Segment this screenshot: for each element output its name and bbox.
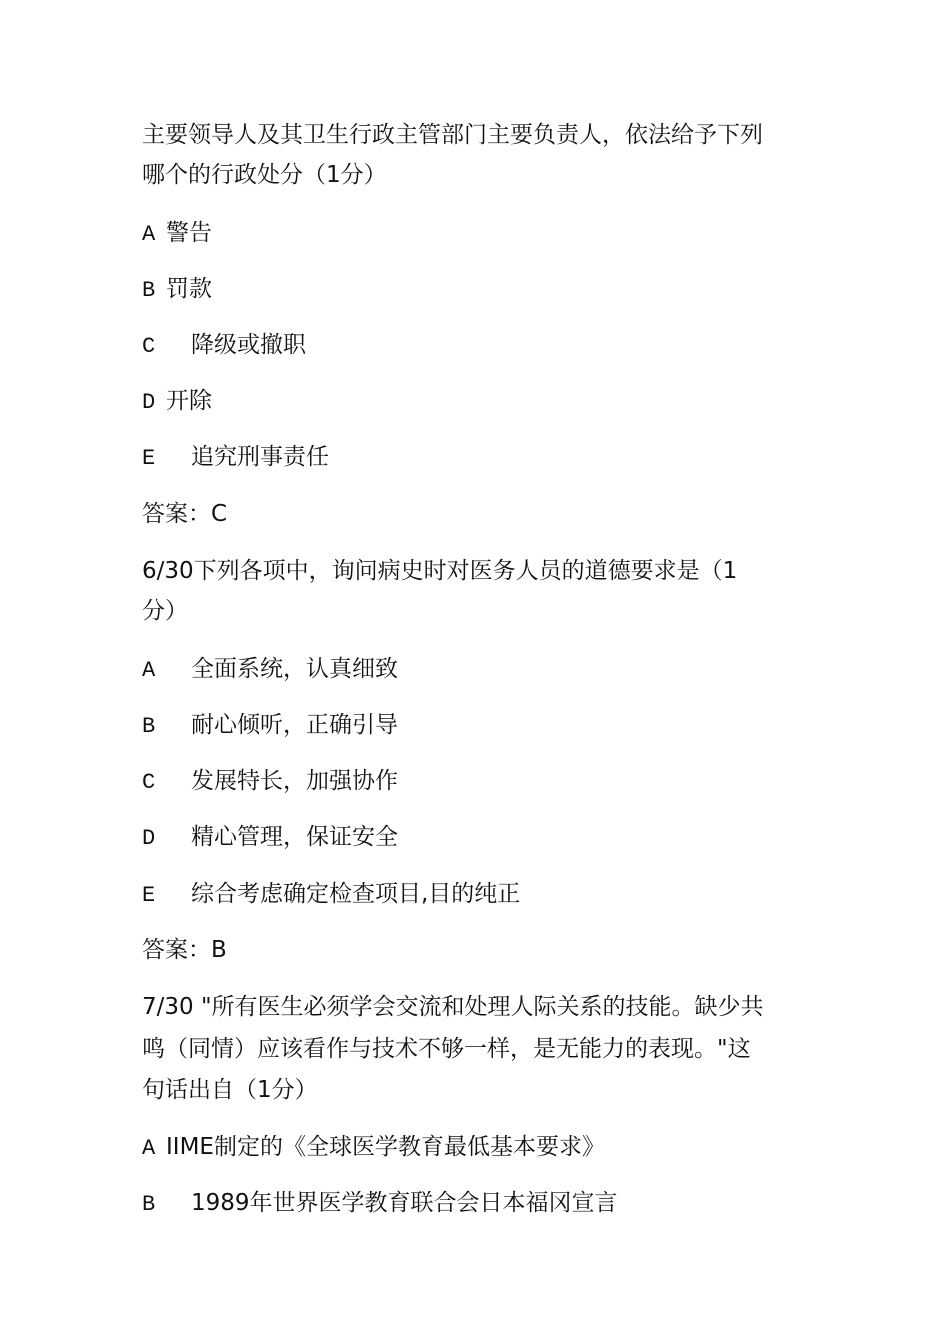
option-text: 精心管理，保证安全 (191, 824, 398, 850)
q5-option-b (142, 273, 212, 305)
option-letter: B (142, 1192, 156, 1217)
q6-option-c (142, 765, 398, 797)
q7-option-b (142, 1187, 618, 1219)
option-text: 耐心倾听，正确引导 (191, 712, 398, 738)
q6-option-b (142, 709, 398, 741)
option-text: 降级或撤职 (191, 332, 306, 358)
q6-answer: 答案：B (142, 937, 227, 963)
q5-option-c (142, 329, 306, 361)
option-text: 罚款 (166, 276, 212, 302)
option-letter: E (142, 883, 156, 908)
q7-stem-line-3: 句话出自（1分） (142, 1077, 318, 1103)
q7-option-a (142, 1131, 605, 1163)
q5-stem-line-1: 主要领导人及其卫生行政主管部门主要负责人，依法给予下列 (142, 122, 763, 148)
option-letter: A (142, 222, 156, 247)
q5-option-a (142, 217, 212, 249)
option-letter: D (142, 826, 156, 851)
q7-stem-line-1: 7/30 "所有医生必须学会交流和处理人际关系的技能。缺少共 (142, 994, 764, 1020)
q5-option-e (142, 441, 329, 473)
option-letter: A (142, 658, 156, 683)
option-letter: B (142, 714, 156, 739)
option-text: 追究刑事责任 (191, 444, 329, 470)
option-text: 1989年世界医学教育联合会日本福冈宣言 (191, 1190, 618, 1216)
q6-option-e (142, 878, 520, 910)
q5-stem-line-2: 哪个的行政处分（1分） (142, 162, 387, 188)
option-text: 全面系统，认真细致 (191, 656, 398, 682)
option-letter: D (142, 390, 156, 415)
option-letter: E (142, 446, 156, 471)
q6-stem-line-1: 6/30下列各项中，询问病史时对医务人员的道德要求是（1 (142, 558, 738, 584)
option-text: 发展特长，加强协作 (191, 768, 398, 794)
q6-option-a (142, 653, 398, 685)
option-letter: A (142, 1136, 156, 1161)
q7-stem-line-2: 鸣（同情）应该看作与技术不够一样，是无能力的表现。"这 (142, 1036, 751, 1062)
option-text: 警告 (166, 220, 212, 246)
option-letter: C (142, 770, 156, 795)
option-text: 开除 (166, 388, 212, 414)
q5-option-d (142, 385, 212, 417)
option-text: IIME制定的《全球医学教育最低基本要求》 (166, 1134, 605, 1160)
option-letter: C (142, 334, 156, 359)
q5-answer: 答案：C (142, 501, 228, 527)
q6-stem-line-2: 分） (142, 598, 188, 624)
q6-option-d (142, 821, 398, 853)
option-text: 综合考虑确定检查项目,目的纯正 (191, 881, 521, 907)
option-letter: B (142, 278, 156, 303)
